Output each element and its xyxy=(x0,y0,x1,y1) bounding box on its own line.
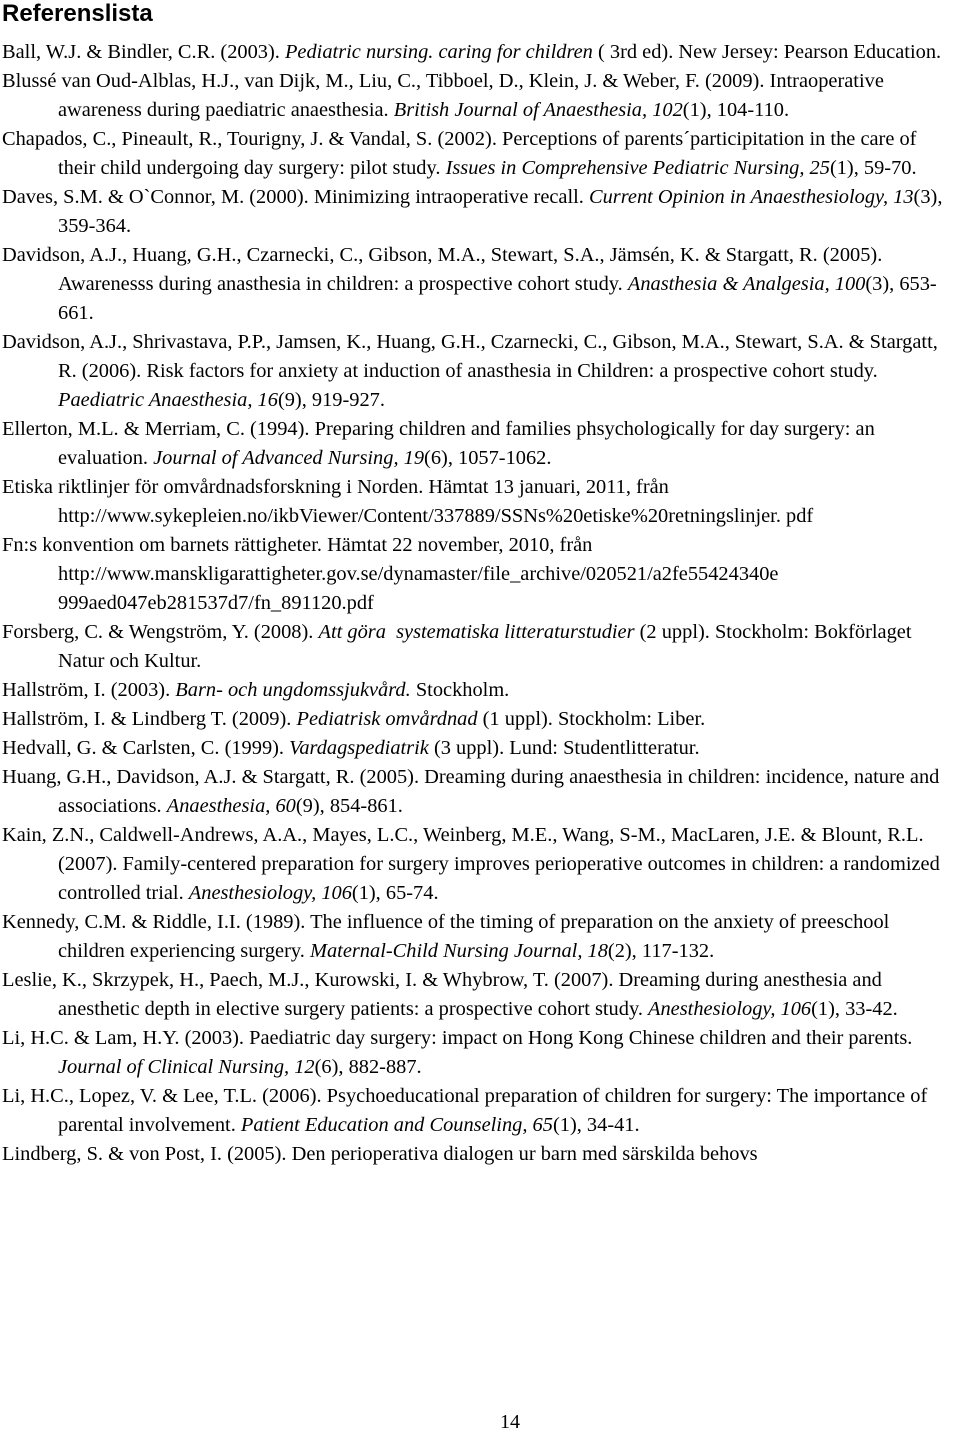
reference-entry xyxy=(0,415,958,473)
reference-source-italic: British Journal of Anaesthesia, 102 xyxy=(393,99,683,121)
reference-text: (1 uppl). Stockholm: Liber. xyxy=(477,708,706,730)
reference-source-italic: Pediatrisk omvårdnad xyxy=(296,708,478,730)
reference-source-italic: Anesthesiology, 106 xyxy=(648,998,812,1020)
reference-entry xyxy=(0,763,958,821)
reference-entry xyxy=(0,531,958,618)
reference-source-italic: Anasthesia & Analgesia, 100 xyxy=(627,273,866,295)
reference-text: (6), 882-887. xyxy=(314,1056,422,1078)
reference-entry xyxy=(0,125,958,183)
reference-entry xyxy=(0,38,958,67)
reference-text: Hallström, I. (2003). xyxy=(2,679,176,701)
reference-text: ( 3rd ed). New Jersey: Pearson Education. xyxy=(592,41,942,63)
reference-source-italic: Maternal-Child Nursing Journal, 18 xyxy=(309,940,608,962)
reference-text: Forsberg, C. & Wengström, Y. (2008). xyxy=(2,621,319,643)
reference-source-italic: Journal of Advanced Nursing, 19 xyxy=(153,447,425,469)
reference-text: (9), 854-861. xyxy=(295,795,403,817)
reference-entry xyxy=(0,241,958,328)
reference-text: (9), 919-927. xyxy=(277,389,385,411)
reference-text: (1), 59-70. xyxy=(829,157,917,179)
reference-entry xyxy=(0,821,958,908)
reference-text: Huang, G.H., Davidson, A.J. & Stargatt, R. (2005). Dreaming during anaesthesia in children: incidence, nature and associations. xyxy=(2,766,945,817)
reference-text: Ellerton, M.L. & Merriam, C. (1994). Preparing children and families phsychologically for day surgery: an evaluation. xyxy=(2,418,880,469)
reference-source-italic: Vardagspediatrik xyxy=(289,737,429,759)
reference-source-italic: Patient Education and Counseling, 65 xyxy=(240,1114,553,1136)
reference-text: Leslie, K., Skrzypek, H., Paech, M.J., Kurowski, I. & Whybrow, T. (2007). Dreaming during anesthesia and anesthetic depth in elective surgery patients: a prospective cohort study. xyxy=(2,969,887,1020)
reference-text: (1), 33-42. xyxy=(811,998,898,1020)
reference-entry xyxy=(0,183,958,241)
reference-text: Davidson, A.J., Huang, G.H., Czarnecki, C., Gibson, M.A., Stewart, S.A., Jämsén, K. & Stargatt, R. (2005). Awarenesss during anasthesia in children: a prospective cohort study. xyxy=(2,244,887,295)
reference-text: Ball, W.J. & Bindler, C.R. (2003). xyxy=(2,41,285,63)
reference-entry xyxy=(0,1024,958,1082)
reference-text: Lindberg, S. & von Post, I. (2005). Den perioperativa dialogen ur barn med särskilda behovs xyxy=(2,1143,758,1165)
reference-entry xyxy=(0,908,958,966)
reference-entry xyxy=(0,328,958,415)
reference-text: Li, H.C. & Lam, H.Y. (2003). Paediatric day surgery: impact on Hong Kong Chinese children and their parents. xyxy=(2,1027,918,1049)
reference-source-italic: Anesthesiology, 106 xyxy=(188,882,352,904)
reference-entry xyxy=(0,734,958,763)
reference-text: (3), 653-661. xyxy=(58,273,937,324)
reference-source-italic: Anaesthesia, 60 xyxy=(166,795,296,817)
reference-text: (2 uppl). Stockholm: Bokförlaget Natur och Kultur. xyxy=(58,621,917,672)
reference-text: Blussé van Oud-Alblas, H.J., van Dijk, M., Liu, C., Tibboel, D., Klein, J. & Weber, F. (2009). Intraoperative awareness during paediatric anaesthesia. xyxy=(2,70,889,121)
reference-entry xyxy=(0,676,958,705)
reference-source-italic: Pediatric nursing. caring for children xyxy=(284,41,593,63)
reference-text: Kennedy, C.M. & Riddle, I.I. (1989). The influence of the timing of preparation on the anxiety of preeschool children experiencing surgery. xyxy=(2,911,895,962)
page-number: 14 xyxy=(500,1411,520,1433)
page-heading: Referenslista xyxy=(2,0,153,27)
reference-source-italic: Paediatric Anaesthesia, 16 xyxy=(58,389,278,411)
reference-source-italic: Current Opinion in Anaesthesiology, 13 xyxy=(589,186,914,208)
reference-text: Hedvall, G. & Carlsten, C. (1999). xyxy=(2,737,290,759)
reference-list xyxy=(0,38,958,1169)
reference-text: (6), 1057-1062. xyxy=(424,447,552,469)
reference-text: Fn:s konvention om barnets rättigheter. Hämtat 22 november, 2010, från http://www.manskligarattigheter.gov.se/dynamaster/file_archive/020521/a2fe55424340e 999aed047eb281537d7/fn_891120.pdf xyxy=(2,534,784,614)
reference-text: Daves, S.M. & O`Connor, M. (2000). Minimizing intraoperative recall. xyxy=(2,186,589,208)
reference-text: (3 uppl). Lund: Studentlitteratur. xyxy=(428,737,700,759)
reference-text: Chapados, C., Pineault, R., Tourigny, J. & Vandal, S. (2002). Perceptions of parents´participitation in the care of their child undergoing day surgery: pilot study. xyxy=(2,128,922,179)
reference-text: (1), 65-74. xyxy=(351,882,439,904)
reference-entry xyxy=(0,705,958,734)
reference-text: Etiska riktlinjer för omvårdnadsforskning i Norden. Hämtat 13 januari, 2011, från http://www.sykepleien.no/ikbViewer/Content/337889/SSNs%20etiske%20retningslinjer. pdf xyxy=(2,476,814,527)
reference-source-italic: Issues in Comprehensive Pediatric Nursing, 25 xyxy=(445,157,830,179)
reference-text: (1), 104-110. xyxy=(682,99,790,121)
reference-text: Davidson, A.J., Shrivastava, P.P., Jamsen, K., Huang, G.H., Czarnecki, C., Gibson, M.A., Stewart, S.A. & Stargatt, R. (2006). Risk factors for anxiety at induction of anasthesia in Children: a prospective cohort study. xyxy=(2,331,943,382)
reference-text: Stockholm. xyxy=(410,679,510,701)
reference-text: Hallström, I. & Lindberg T. (2009). xyxy=(2,708,297,730)
reference-entry xyxy=(0,67,958,125)
reference-entry xyxy=(0,618,958,676)
reference-text: (3), 359-364. xyxy=(58,186,948,237)
reference-entry xyxy=(0,1082,958,1140)
reference-text: Kain, Z.N., Caldwell-Andrews, A.A., Mayes, L.C., Weinberg, M.E., Wang, S-M., MacLaren, J.E. & Blount, R.L. (2007). Family-centered preparation for surgery improves perioperative outcomes in children: a randomized controlled trial. xyxy=(2,824,945,904)
reference-text: (1), 34-41. xyxy=(552,1114,640,1136)
reference-entry xyxy=(0,966,958,1024)
reference-text: (2), 117-132. xyxy=(607,940,715,962)
reference-source-italic: Journal of Clinical Nursing, 12 xyxy=(58,1056,315,1078)
reference-text: Li, H.C., Lopez, V. & Lee, T.L. (2006). Psychoeducational preparation of children for surgery: The importance of parental involvement. xyxy=(2,1085,933,1136)
reference-source-italic: Att göra systematiska litteraturstudier xyxy=(318,621,635,643)
reference-entry xyxy=(0,1140,958,1169)
reference-entry xyxy=(0,473,958,531)
reference-source-italic: Barn- och ungdomssjukvård. xyxy=(175,679,411,701)
